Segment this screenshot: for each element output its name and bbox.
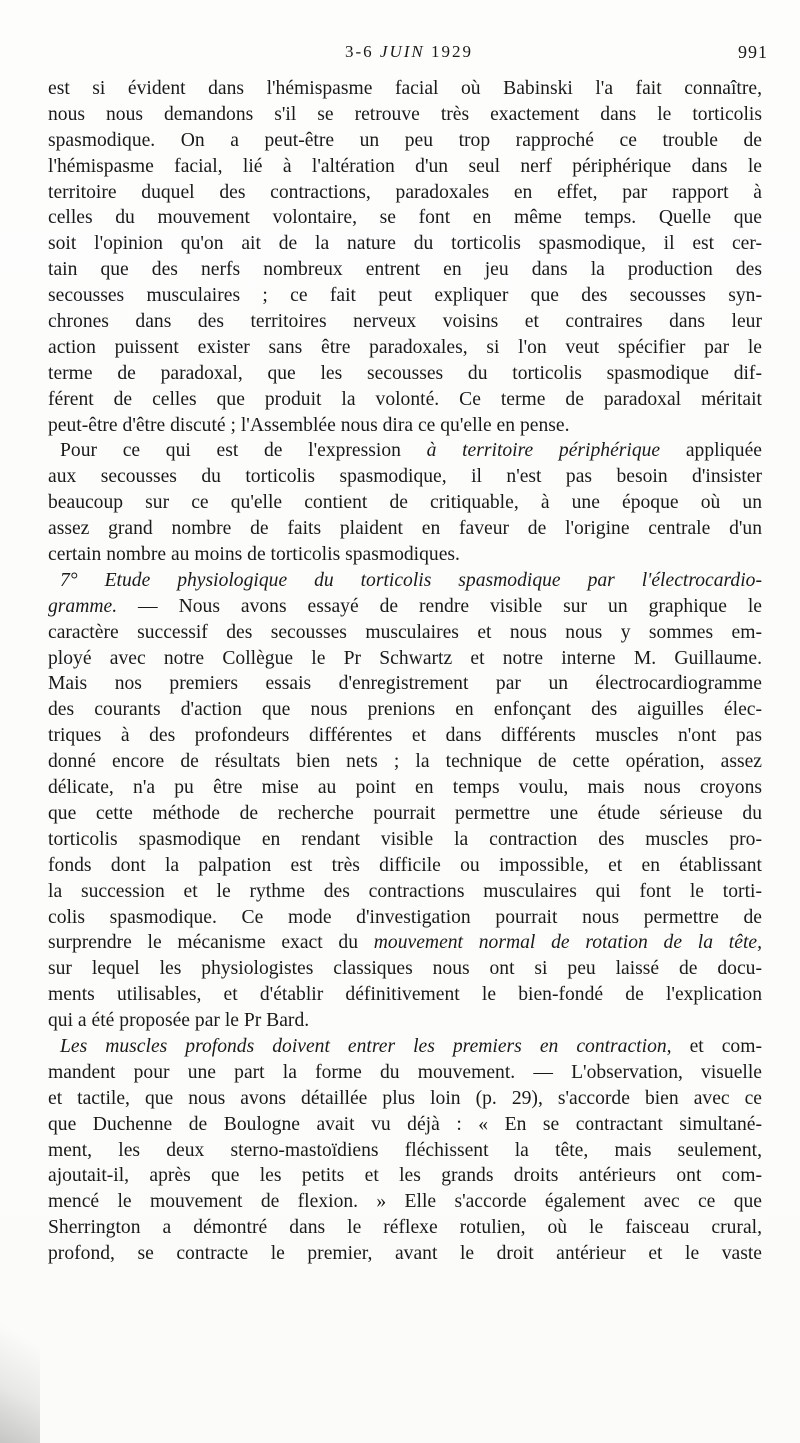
text-line: nous nous demandons s'il se retrouve très exactement dans le torticolis [48,103,762,125]
text-line: torticolis spasmodique en rendant visible la contraction des muscles pro- [48,828,762,850]
text-line: et tactile, que nous avons détaillée plus loin (p. 29), s'accorde bien avec ce [48,1087,762,1109]
text-line: ployé avec notre Collègue le Pr Schwartz et notre interne M. Guillaume. [48,647,762,669]
paragraph-start-line [48,438,762,464]
text-line: terme de paradoxal, que les secousses du torticolis spasmodique dif- [48,362,762,384]
text-line: colis spasmodique. Ce mode d'investigation pourrait nous permettre de [48,906,762,928]
text-line: aux secousses du torticolis spasmodique, il n'est pas besoin d'insister [48,466,762,488]
page-header [50,42,768,68]
text-line: donné encore de résultats bien nets ; la technique de cette opération, assez [48,751,762,773]
text-line: qui a été proposée par le Pr Bard. [48,1010,310,1032]
text-segment: appliquée [685,440,762,462]
text-line: profond, se contracte le premier, avant le droit antérieur et le vaste [48,1243,762,1265]
italic-lead: Les muscles profonds doivent entrer les premiers en contraction, [60,1035,672,1057]
italic-term: à territoire périphérique [426,440,661,462]
text-line: férent de celles que produit la volonté. Ce terme de paradoxal méritait [48,388,762,410]
text-line: action puissent exister sans être paradoxales, si l'on veut spécifier par le [48,336,762,358]
running-head-year: 1929 [431,42,473,61]
text-line: tain que des nerfs nombreux entrent en jeu dans la production des [48,259,762,281]
text-line: Mais nos premiers essais d'enregistrement par un électrocardiogramme [48,673,762,695]
text-line: soit l'opinion qu'on ait de la nature du torticolis spasmodique, il est cer- [48,233,762,255]
text-line [48,930,762,956]
text-line: que Duchenne de Boulogne avait vu déjà : « En se contractant simultané- [48,1113,762,1135]
text-line: celles du mouvement volontaire, se font en même temps. Quelle que [48,207,762,229]
text-line [48,594,762,620]
text-line: peut-être d'être discuté ; l'Assemblée nous dira ce qu'elle en pense. [48,414,570,436]
text-line: territoire duquel des contractions, paradoxales en effet, par rapport à [48,181,762,203]
text-line: certain nombre au moins de torticolis spasmodiques. [48,544,460,566]
text-line: ajoutait-il, après que les petits et les grands droits antérieurs ont com- [48,1165,762,1187]
paragraph-start-line [48,1034,762,1060]
text-line: spasmodique. On a peut-être un peu trop rapproché ce trouble de [48,129,762,151]
page-number: 991 [738,42,768,62]
text-line: Sherrington a démontré dans le réflexe rotulien, où le faisceau crural, [48,1217,762,1239]
text-segment: et com- [671,1035,762,1057]
text-line: ments utilisables, et d'établir définitivement le bien-fondé de l'explication [48,984,762,1006]
text-line: fonds dont la palpation est très difficile ou impossible, et en établissant [48,854,762,876]
page-edge-shadow [0,1293,40,1443]
text-line: que cette méthode de recherche pourrait permettre une étude sérieuse du [48,802,762,824]
text-line: sur lequel les physiologistes classiques nous ont si peu laissé de docu- [48,958,762,980]
text-segment: — Nous avons essayé de rendre visible sur un graphique le [117,595,762,617]
text-line: secousses musculaires ; ce fait peut expliquer que des secousses syn- [48,285,762,307]
running-head-date: 3-6 [345,42,374,61]
running-head-month: JUIN [379,42,425,61]
text-line: délicate, n'a pu être mise au point en temps voulu, mais nous croyons [48,777,762,799]
text-line: l'hémispasme facial, lié à l'altération d'un seul nerf périphérique dans le [48,155,762,177]
text-line: est si évident dans l'hémispasme facial où Babinski l'a fait connaître, [48,78,762,99]
text-line: caractère successif des secousses musculaires et nous nous y sommes em- [48,621,762,643]
text-line: des courants d'action que nous prenions en enfonçant des aiguilles élec- [48,699,762,721]
text-line: triques à des profondeurs différentes et dans différents muscles n'ont pas [48,725,762,747]
running-head [50,42,768,62]
text-line: la succession et le rythme des contractions musculaires qui font le torti- [48,880,762,902]
text-line: mandent pour une part la forme du mouvement. — L'observation, visuelle [48,1061,762,1083]
text-line: mencé le mouvement de flexion. » Elle s'accorde également avec ce que [48,1191,762,1213]
text-line: assez grand nombre de faits plaident en faveur de l'origine centrale d'un [48,518,762,540]
section-heading-line: 7° Etude physiologique du torticolis spasmodique par l'électrocardio- [60,569,762,591]
section-heading-end: gramme. [48,595,118,617]
text-line: ment, les deux sterno-mastoïdiens fléchissent la tête, mais seulement, [48,1139,762,1161]
text-line: chrones dans des territoires nerveux voisins et contraires dans leur [48,311,762,333]
text-line: beaucoup sur ce qu'elle contient de critiquable, à une époque où un [48,492,762,514]
text-segment: surprendre le mécanisme exact du [48,932,359,954]
body-text [48,76,762,1267]
italic-term: mouvement normal de rotation de la tête, [373,932,762,954]
text-segment: Pour ce qui est de l'expression [60,440,401,462]
